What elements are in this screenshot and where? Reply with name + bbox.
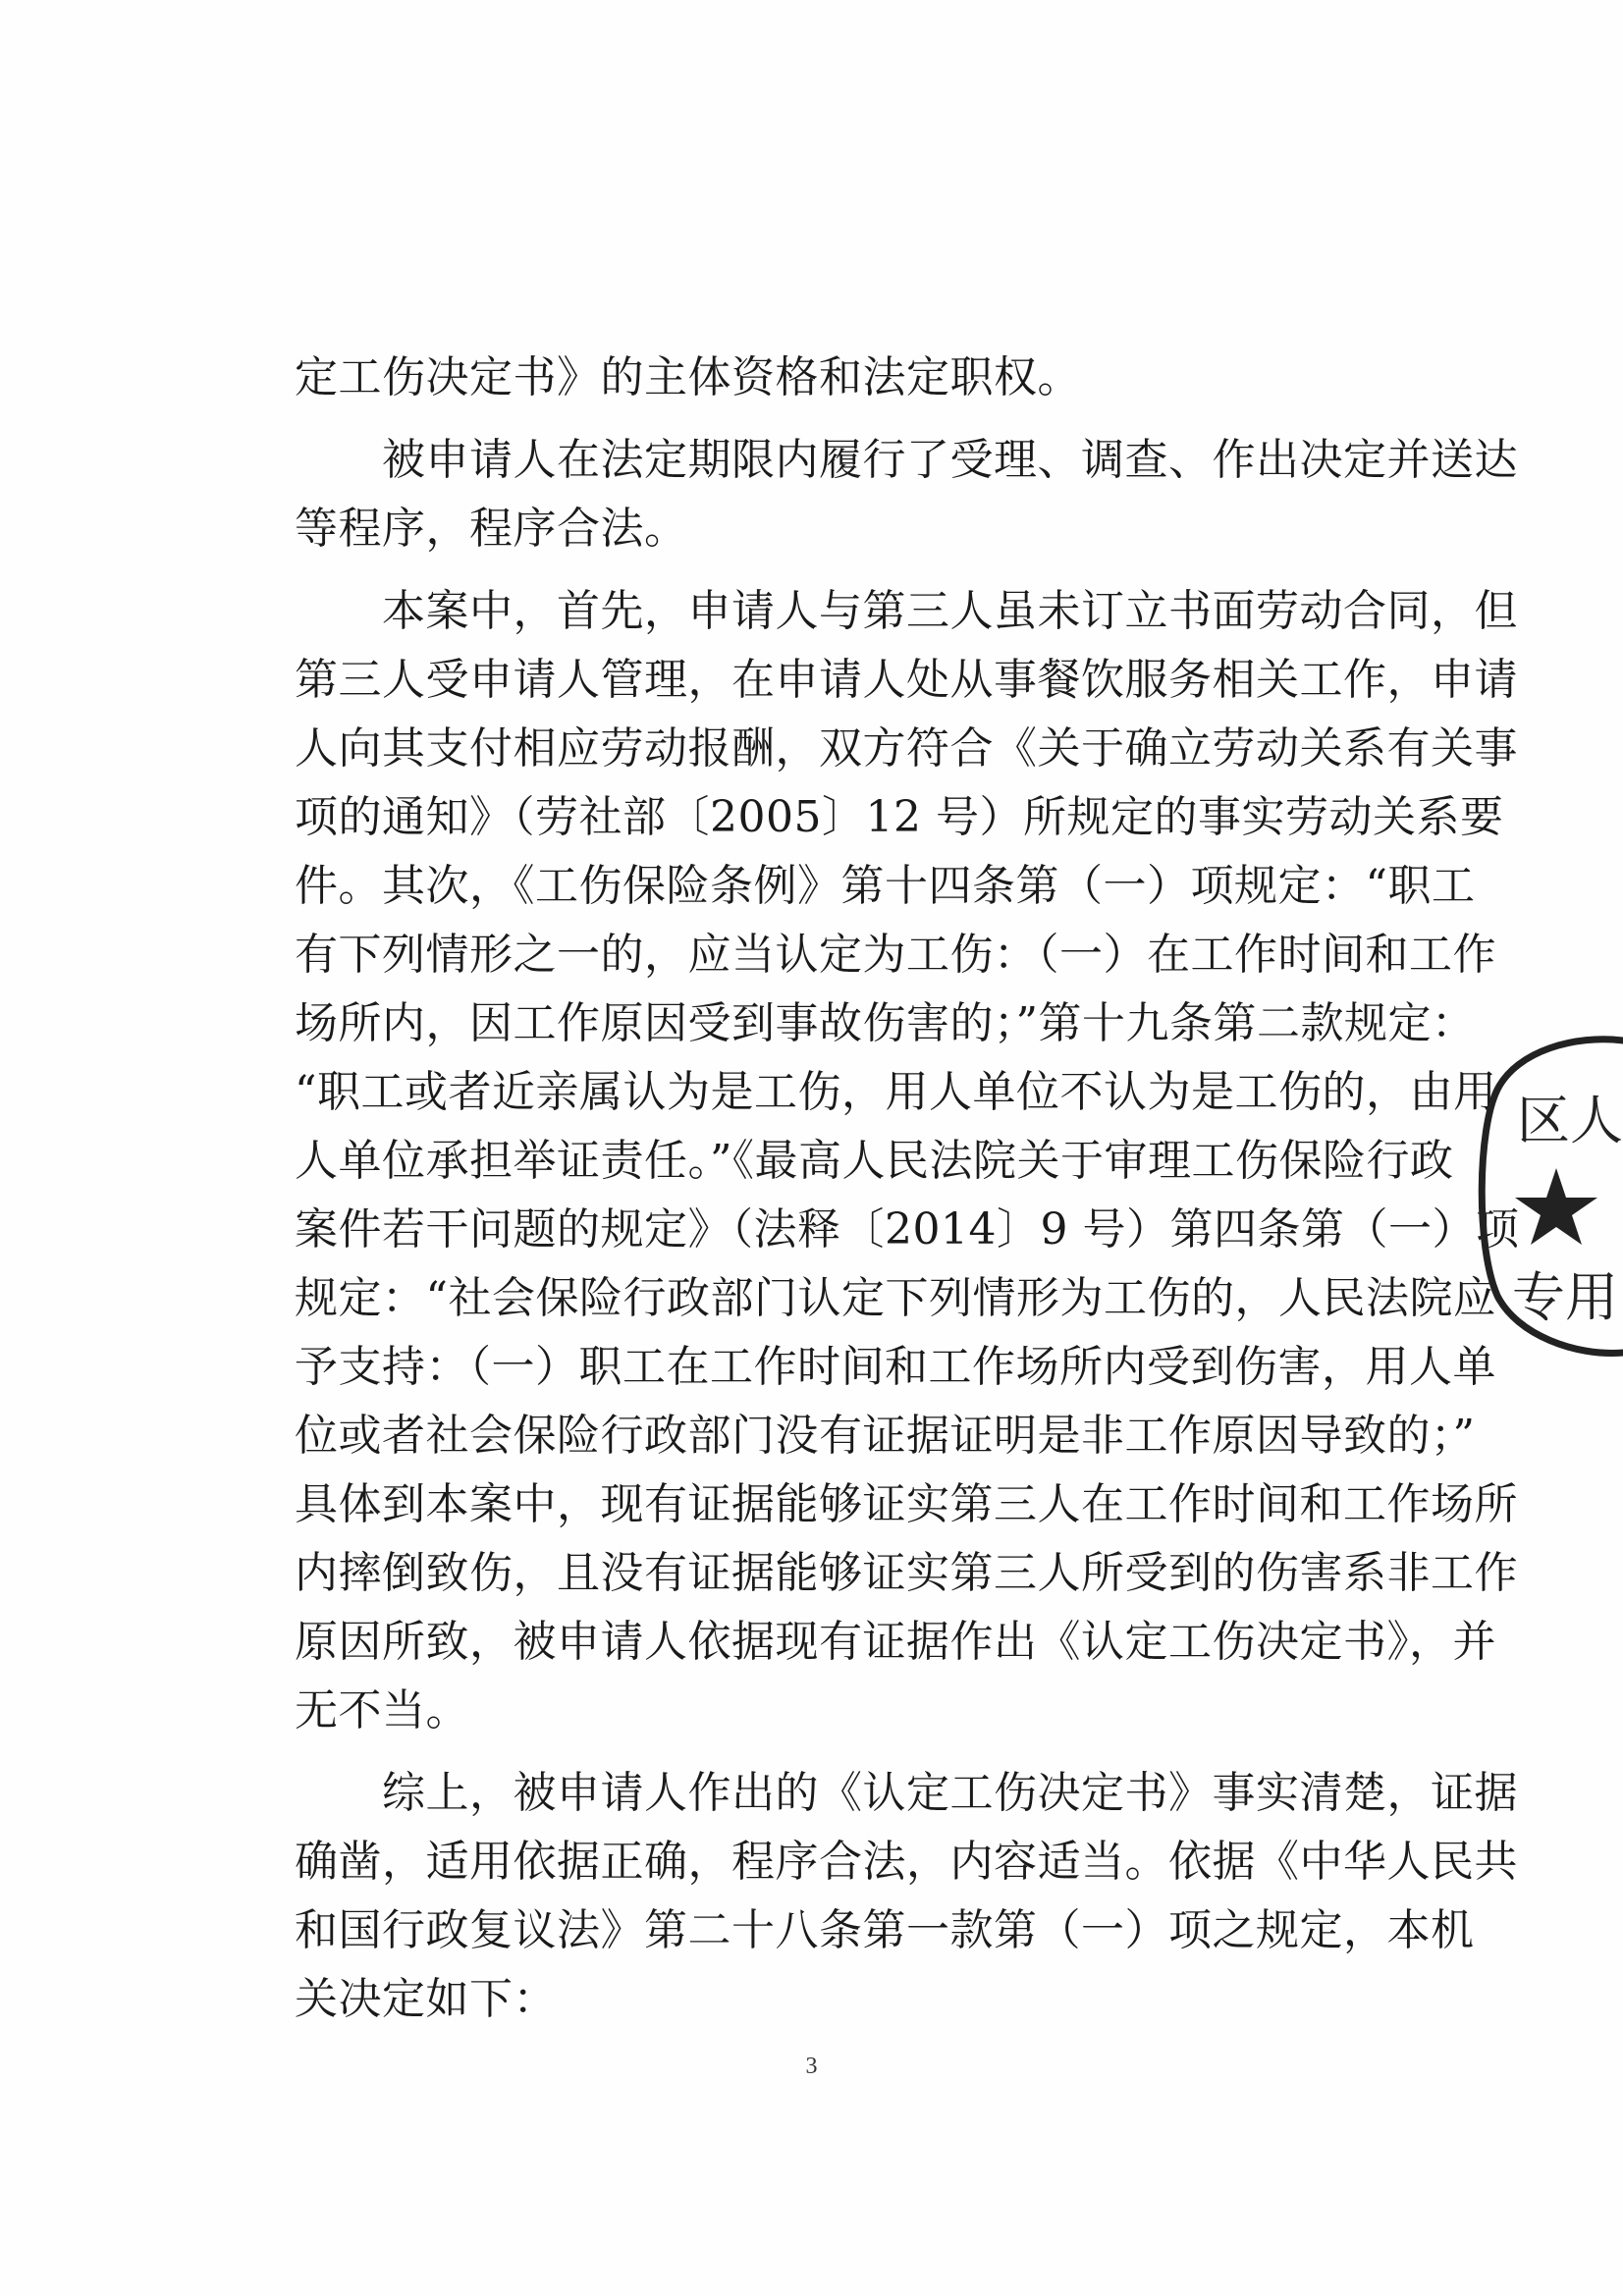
text-line: 第三人受申请人管理，在申请人处从事餐饮服务相关工作，申请 xyxy=(295,655,1518,705)
seal-text-bottom: 专用 xyxy=(1512,1266,1618,1328)
text-line: 位或者社会保险行政部门没有证据证明是非工作原因导致的；” xyxy=(295,1411,1476,1461)
text-line: 规定：“社会保险行政部门认定下列情形为工伤的，人民法院应 xyxy=(295,1273,1497,1323)
official-seal xyxy=(1458,1031,1623,1364)
seal-text-top: 区人 xyxy=(1517,1090,1623,1151)
text-line: “职工或者近亲属认为是工伤，用人单位不认为是工伤的，由用 xyxy=(295,1067,1497,1117)
text-line: 有下列情形之一的，应当认定为工伤：（一）在工作时间和工作 xyxy=(295,930,1496,980)
text-line: 综上，被申请人作出的《认定工伤决定书》事实清楚，证据 xyxy=(295,1768,1518,1818)
text-line: 件。其次，《工伤保险条例》第十四条第（一）项规定：“职工 xyxy=(295,861,1476,911)
text-line: 确凿，适用依据正确，程序合法，内容适当。依据《中华人民共 xyxy=(295,1837,1518,1887)
text-line: 人单位承担举证责任。”《最高人民法院关于审理工伤保险行政 xyxy=(295,1136,1454,1186)
text-line: 内摔倒致伤，且没有证据能够证实第三人所受到的伤害系非工作 xyxy=(295,1548,1518,1598)
text-line: 本案中，首先，申请人与第三人虽未订立书面劳动合同，但 xyxy=(295,586,1518,636)
page-number: 3 xyxy=(805,2054,818,2079)
text-line: 予支持：（一）职工在工作时间和工作场所内受到伤害，用人单 xyxy=(295,1342,1496,1392)
text-line: 原因所致，被申请人依据现有证据作出《认定工伤决定书》，并 xyxy=(295,1617,1496,1667)
body-text xyxy=(295,344,1520,2034)
text-line: 人向其支付相应劳动报酬，双方符合《关于确立劳动关系有关事 xyxy=(295,723,1518,774)
seal-star-icon xyxy=(1515,1168,1597,1245)
text-line: 项的通知》（劳社部〔2005〕12 号）所规定的事实劳动关系要 xyxy=(295,792,1504,842)
text-line: 场所内，因工作原因受到事故伤害的；”第十九条第二款规定： xyxy=(295,998,1476,1048)
text-line: 关决定如下： xyxy=(295,1974,557,2024)
text-line: 等程序，程序合法。 xyxy=(295,504,688,554)
text-line: 案件若干问题的规定》（法释〔2014〕9 号）第四条第（一）项 xyxy=(295,1204,1520,1255)
text-line: 具体到本案中，现有证据能够证实第三人在工作时间和工作场所 xyxy=(295,1479,1518,1529)
text-line: 定工伤决定书》的主体资格和法定职权。 xyxy=(295,352,1081,402)
text-line: 无不当。 xyxy=(295,1685,469,1735)
text-line: 和国行政复议法》第二十八条第一款第（一）项之规定，本机 xyxy=(295,1905,1475,1955)
text-line: 被申请人在法定期限内履行了受理、调查、作出决定并送达 xyxy=(295,435,1518,485)
